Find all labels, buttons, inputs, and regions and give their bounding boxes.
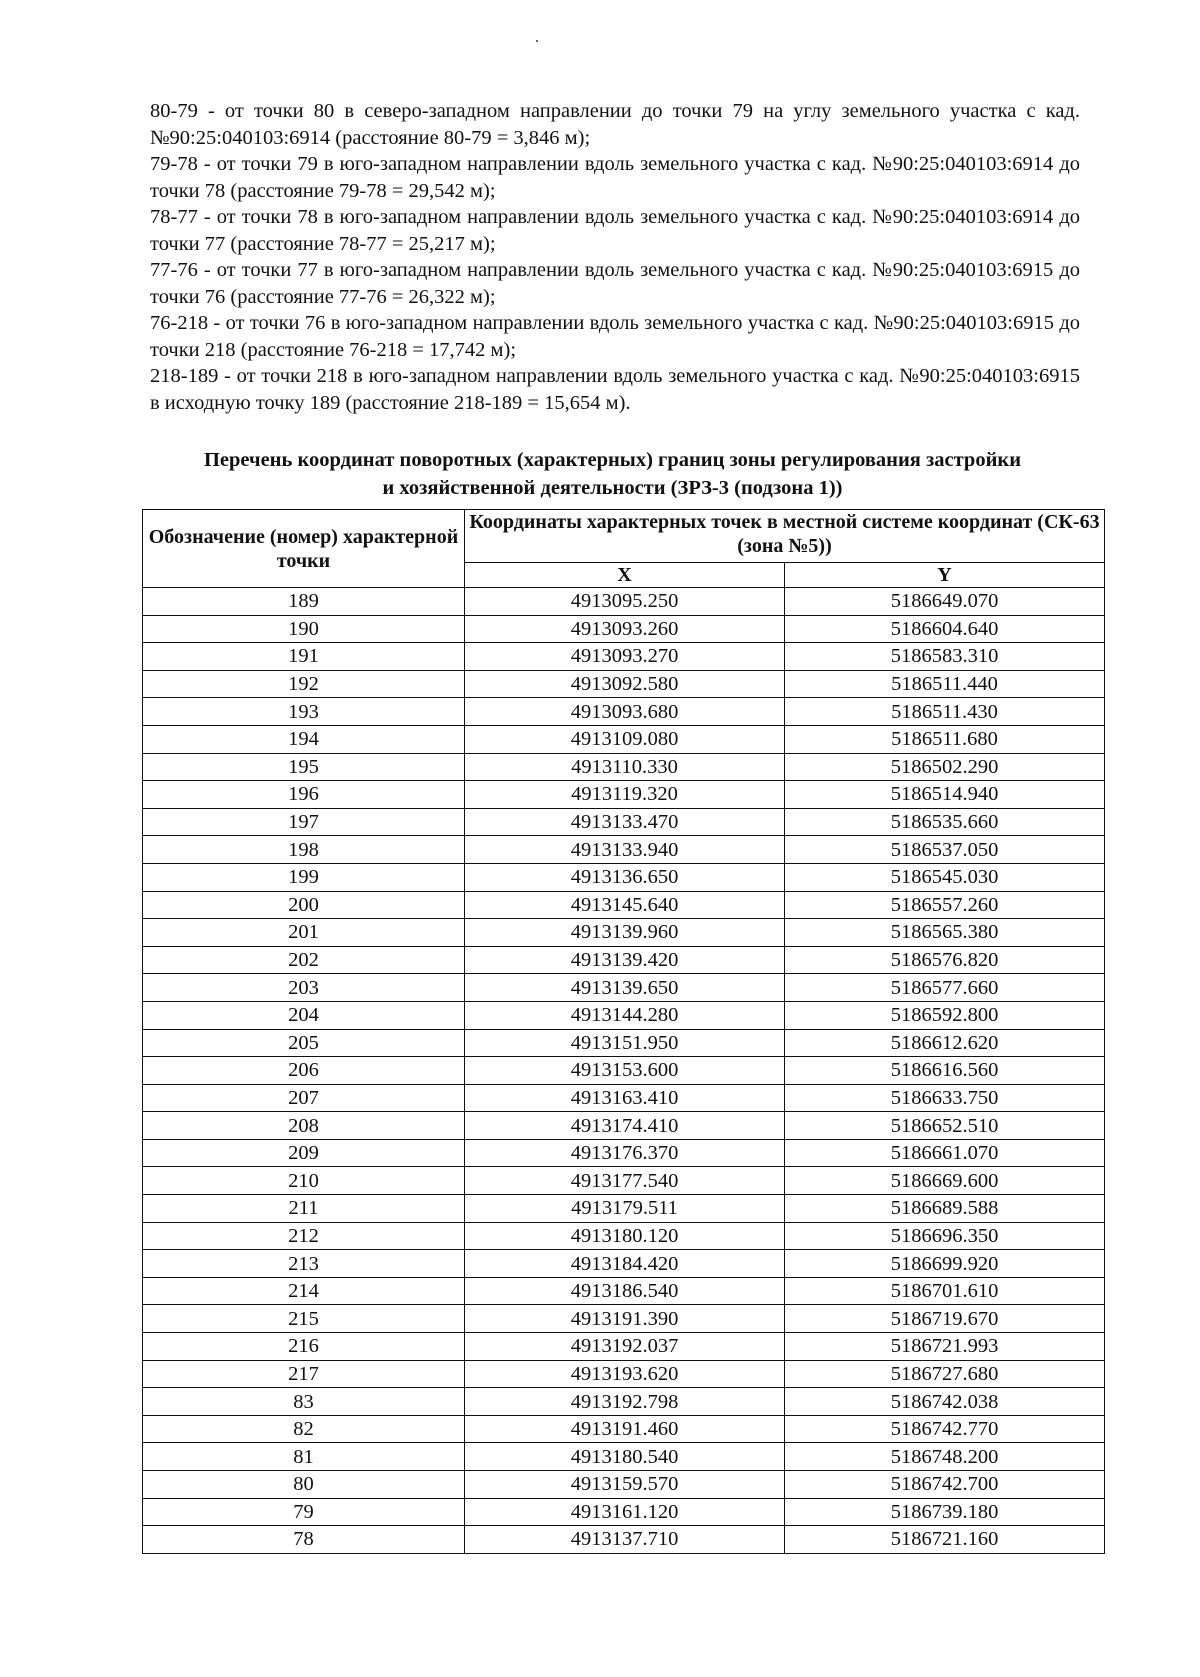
point-number-cell: 78 — [143, 1526, 465, 1554]
table-row — [143, 1443, 1105, 1471]
table-row — [143, 1471, 1105, 1499]
point-number-cell: 207 — [143, 1084, 465, 1112]
y-coordinate-cell: 5186545.030 — [785, 863, 1105, 891]
point-number-cell: 200 — [143, 891, 465, 919]
point-number-cell: 205 — [143, 1029, 465, 1057]
x-coordinate-cell: 4913176.370 — [465, 1139, 785, 1167]
x-coordinate-cell: 4913139.420 — [465, 946, 785, 974]
paragraph: 79-78 - от точки 79 в юго-западном направлении вдоль земельного участка с кад. №90:25:040103:6914 до точки 78 (расстояние 79-78 = 29,542 м); — [150, 153, 1080, 202]
point-number-cell: 209 — [143, 1139, 465, 1167]
point-number-cell: 214 — [143, 1277, 465, 1305]
y-coordinate-cell: 5186701.610 — [785, 1277, 1105, 1305]
point-number-cell: 83 — [143, 1388, 465, 1416]
point-number-cell: 206 — [143, 1057, 465, 1085]
table-row — [143, 946, 1105, 974]
point-number-cell: 203 — [143, 974, 465, 1002]
x-coordinate-cell: 4913180.120 — [465, 1222, 785, 1250]
table-title-line-1: Перечень координат поворотных (характерных) границ зоны регулирования застройки — [203, 449, 1022, 471]
table-row — [143, 974, 1105, 1002]
x-coordinate-cell: 4913191.390 — [465, 1305, 785, 1333]
y-coordinate-cell: 5186604.640 — [785, 615, 1105, 643]
x-coordinate-cell: 4913151.950 — [465, 1029, 785, 1057]
point-number-cell: 197 — [143, 808, 465, 836]
y-coordinate-cell: 5186649.070 — [785, 588, 1105, 616]
point-number-cell: 204 — [143, 1001, 465, 1029]
point-number-cell: 82 — [143, 1415, 465, 1443]
y-coordinate-cell: 5186511.430 — [785, 698, 1105, 726]
table-row — [143, 1029, 1105, 1057]
coordinates-table-body — [143, 588, 1105, 1554]
point-number-cell: 208 — [143, 1112, 465, 1140]
y-coordinate-cell: 5186616.560 — [785, 1057, 1105, 1085]
x-coordinate-cell: 4913110.330 — [465, 753, 785, 781]
y-coordinate-cell: 5186576.820 — [785, 946, 1105, 974]
x-coordinate-cell: 4913139.960 — [465, 919, 785, 947]
coordinates-table — [142, 509, 1105, 1554]
x-coordinate-cell: 4913145.640 — [465, 891, 785, 919]
point-number-cell: 201 — [143, 919, 465, 947]
y-coordinate-cell: 5186727.680 — [785, 1360, 1105, 1388]
table-row — [143, 670, 1105, 698]
y-coordinate-cell: 5186535.660 — [785, 808, 1105, 836]
y-coordinate-cell: 5186696.350 — [785, 1222, 1105, 1250]
table-title-line-2: и хозяйственной деятельности (ЗРЗ-3 (подзона 1)) — [382, 477, 843, 499]
x-coordinate-cell: 4913119.320 — [465, 781, 785, 809]
x-coordinate-cell: 4913093.260 — [465, 615, 785, 643]
y-coordinate-cell: 5186565.380 — [785, 919, 1105, 947]
point-number-cell: 217 — [143, 1360, 465, 1388]
x-coordinate-cell: 4913192.798 — [465, 1388, 785, 1416]
x-coordinate-cell: 4913093.270 — [465, 643, 785, 671]
point-number-cell: 189 — [143, 588, 465, 616]
x-coordinate-cell: 4913193.620 — [465, 1360, 785, 1388]
x-coordinate-cell: 4913179.511 — [465, 1195, 785, 1223]
y-coordinate-cell: 5186689.588 — [785, 1195, 1105, 1223]
coords-column-header: Координаты характерных точек в местной системе координат (СК-63 (зона №5)) — [465, 510, 1105, 563]
y-coordinate-cell: 5186577.660 — [785, 974, 1105, 1002]
table-row — [143, 1277, 1105, 1305]
y-coordinate-cell: 5186592.800 — [785, 1001, 1105, 1029]
y-coordinate-cell: 5186742.700 — [785, 1471, 1105, 1499]
x-coordinate-cell: 4913192.037 — [465, 1333, 785, 1361]
x-coordinate-cell: 4913186.540 — [465, 1277, 785, 1305]
x-coordinate-cell: 4913177.540 — [465, 1167, 785, 1195]
table-row — [143, 1001, 1105, 1029]
x-coordinate-cell: 4913139.650 — [465, 974, 785, 1002]
y-coordinate-cell: 5186511.680 — [785, 725, 1105, 753]
x-coordinate-cell: 4913133.470 — [465, 808, 785, 836]
table-row — [143, 1250, 1105, 1278]
table-row — [143, 1305, 1105, 1333]
table-row — [143, 1333, 1105, 1361]
y-coordinate-cell: 5186739.180 — [785, 1498, 1105, 1526]
table-row — [143, 698, 1105, 726]
point-number-cell: 80 — [143, 1471, 465, 1499]
point-number-cell: 199 — [143, 863, 465, 891]
table-row — [143, 836, 1105, 864]
point-number-cell: 202 — [143, 946, 465, 974]
point-number-cell: 190 — [143, 615, 465, 643]
table-row — [143, 1222, 1105, 1250]
y-coordinate-cell: 5186661.070 — [785, 1139, 1105, 1167]
point-number-cell: 81 — [143, 1443, 465, 1471]
table-title — [140, 446, 1085, 502]
x-coordinate-cell: 4913159.570 — [465, 1471, 785, 1499]
y-coordinate-cell: 5186612.620 — [785, 1029, 1105, 1057]
y-coordinate-cell: 5186652.510 — [785, 1112, 1105, 1140]
table-row — [143, 891, 1105, 919]
point-number-cell: 194 — [143, 725, 465, 753]
paragraph: 218-189 - от точки 218 в юго-западном направлении вдоль земельного участка с кад. №90:25:040103:6915 в исходную точку 189 (расстояние 218-189 = 15,654 м). — [150, 365, 1080, 414]
y-coordinate-cell: 5186699.920 — [785, 1250, 1105, 1278]
table-row — [143, 1388, 1105, 1416]
table-row — [143, 1167, 1105, 1195]
x-coordinate-cell: 4913191.460 — [465, 1415, 785, 1443]
y-coordinate-cell: 5186514.940 — [785, 781, 1105, 809]
table-row — [143, 753, 1105, 781]
y-coordinate-cell: 5186742.770 — [785, 1415, 1105, 1443]
paragraph: 76-218 - от точки 76 в юго-западном направлении вдоль земельного участка с кад. №90:25:040103:6915 до точки 218 (расстояние 76-218 = 17,742 м); — [150, 312, 1080, 361]
table-row — [143, 1139, 1105, 1167]
x-coordinate-cell: 4913161.120 — [465, 1498, 785, 1526]
x-coordinate-cell: 4913109.080 — [465, 725, 785, 753]
point-number-cell: 191 — [143, 643, 465, 671]
point-number-cell: 192 — [143, 670, 465, 698]
y-coordinate-cell: 5186721.160 — [785, 1526, 1105, 1554]
point-number-cell: 215 — [143, 1305, 465, 1333]
point-number-cell: 213 — [143, 1250, 465, 1278]
x-coordinate-cell: 4913133.940 — [465, 836, 785, 864]
x-coordinate-cell: 4913163.410 — [465, 1084, 785, 1112]
paragraph: 77-76 - от точки 77 в юго-западном направлении вдоль земельного участка с кад. №90:25:040103:6915 до точки 76 (расстояние 77-76 = 26,322 м); — [150, 259, 1080, 308]
table-row — [143, 1057, 1105, 1085]
table-row — [143, 919, 1105, 947]
table-row — [143, 725, 1105, 753]
y-coordinate-cell: 5186511.440 — [785, 670, 1105, 698]
y-coordinate-cell: 5186742.038 — [785, 1388, 1105, 1416]
scan-speck — [536, 40, 538, 42]
x-coordinate-cell: 4913136.650 — [465, 863, 785, 891]
table-row — [143, 588, 1105, 616]
table-row — [143, 1195, 1105, 1223]
x-coordinate-cell: 4913095.250 — [465, 588, 785, 616]
y-coordinate-cell: 5186502.290 — [785, 753, 1105, 781]
point-number-cell: 210 — [143, 1167, 465, 1195]
point-number-cell: 195 — [143, 753, 465, 781]
table-row — [143, 1498, 1105, 1526]
point-number-cell: 193 — [143, 698, 465, 726]
x-coordinate-cell: 4913137.710 — [465, 1526, 785, 1554]
x-coordinate-cell: 4913093.680 — [465, 698, 785, 726]
x-coordinate-cell: 4913184.420 — [465, 1250, 785, 1278]
table-row — [143, 615, 1105, 643]
y-coordinate-cell: 5186748.200 — [785, 1443, 1105, 1471]
table-row — [143, 1526, 1105, 1554]
y-coordinate-cell: 5186633.750 — [785, 1084, 1105, 1112]
table-row — [143, 1112, 1105, 1140]
y-column-header: Y — [785, 563, 1105, 588]
table-row — [143, 643, 1105, 671]
y-coordinate-cell: 5186557.260 — [785, 891, 1105, 919]
x-coordinate-cell: 4913174.410 — [465, 1112, 785, 1140]
table-row — [143, 1084, 1105, 1112]
table-row — [143, 1415, 1105, 1443]
y-coordinate-cell: 5186669.600 — [785, 1167, 1105, 1195]
point-number-cell: 196 — [143, 781, 465, 809]
x-coordinate-cell: 4913144.280 — [465, 1001, 785, 1029]
paragraph: 78-77 - от точки 78 в юго-западном направлении вдоль земельного участка с кад. №90:25:040103:6914 до точки 77 (расстояние 78-77 = 25,217 м); — [150, 206, 1080, 255]
x-coordinate-cell: 4913180.540 — [465, 1443, 785, 1471]
table-row — [143, 863, 1105, 891]
point-number-cell: 216 — [143, 1333, 465, 1361]
x-coordinate-cell: 4913153.600 — [465, 1057, 785, 1085]
boundary-description — [150, 98, 1080, 416]
table-row — [143, 1360, 1105, 1388]
point-number-cell: 198 — [143, 836, 465, 864]
table-row — [143, 781, 1105, 809]
point-number-cell: 79 — [143, 1498, 465, 1526]
x-coordinate-cell: 4913092.580 — [465, 670, 785, 698]
y-coordinate-cell: 5186719.670 — [785, 1305, 1105, 1333]
y-coordinate-cell: 5186537.050 — [785, 836, 1105, 864]
y-coordinate-cell: 5186721.993 — [785, 1333, 1105, 1361]
point-number-cell: 211 — [143, 1195, 465, 1223]
point-column-header: Обозначение (номер) характерной точки — [143, 510, 465, 588]
table-row — [143, 808, 1105, 836]
point-number-cell: 212 — [143, 1222, 465, 1250]
paragraph: 80-79 - от точки 80 в северо-западном направлении до точки 79 на углу земельного участка с кад. №90:25:040103:6914 (расстояние 80-79 = 3,846 м); — [150, 100, 1080, 149]
y-coordinate-cell: 5186583.310 — [785, 643, 1105, 671]
x-column-header: X — [465, 563, 785, 588]
